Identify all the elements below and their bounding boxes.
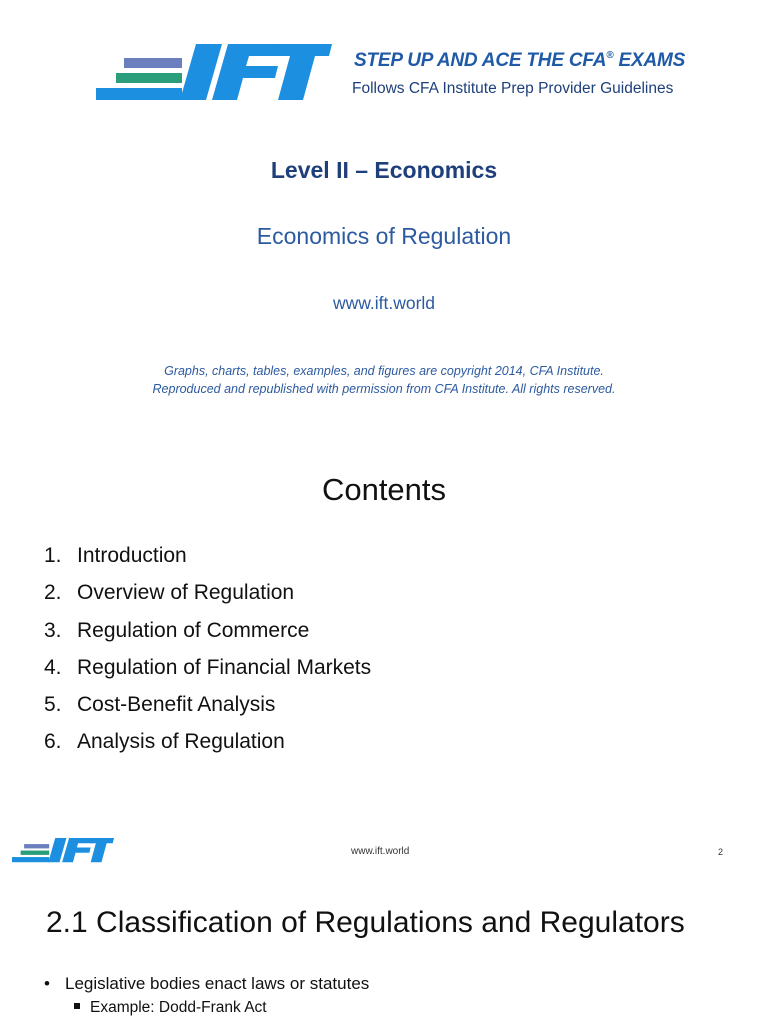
page-number: 2	[718, 847, 724, 857]
tagline: STEP UP AND ACE THE CFA® EXAMS	[354, 50, 686, 71]
copyright-notice	[0, 362, 768, 398]
copyright-line-2: Reproduced and republished with permission from CFA Institute. All rights reserved.	[152, 382, 616, 396]
bullet-item: • Legislative bodies enact laws or statutes	[44, 974, 370, 993]
square-bullet-icon	[74, 1003, 80, 1009]
list-item: 4. Regulation of Financial Markets	[44, 655, 372, 679]
website-link[interactable]: www.ift.world	[332, 293, 436, 313]
ift-logo-small	[12, 838, 114, 864]
reading-title: Economics of Regulation	[256, 223, 512, 249]
copyright-line-1: Graphs, charts, tables, examples, and figures are copyright 2014, CFA Institute.	[164, 364, 604, 378]
level-title: Level II – Economics	[270, 157, 498, 183]
section-title: 2.1 Classification of Regulations and Regulators	[46, 906, 685, 939]
sub-bullet-item: Example: Dodd-Frank Act	[74, 999, 267, 1017]
list-item: 1. Introduction	[44, 544, 187, 567]
tagline-subtitle: Follows CFA Institute Prep Provider Guidelines	[352, 80, 674, 97]
contents-title: Contents	[321, 472, 447, 507]
list-item: 6. Analysis of Regulation	[44, 730, 285, 754]
bullet-dot-icon: •	[44, 974, 50, 993]
contents-list	[44, 540, 371, 764]
list-item: 2. Overview of Regulation	[44, 581, 295, 605]
footer-website[interactable]: www.ift.world	[351, 846, 410, 857]
ift-logo	[96, 44, 332, 104]
list-item: 5. Cost-Benefit Analysis	[44, 693, 276, 717]
list-item: 3. Regulation of Commerce	[44, 618, 310, 642]
